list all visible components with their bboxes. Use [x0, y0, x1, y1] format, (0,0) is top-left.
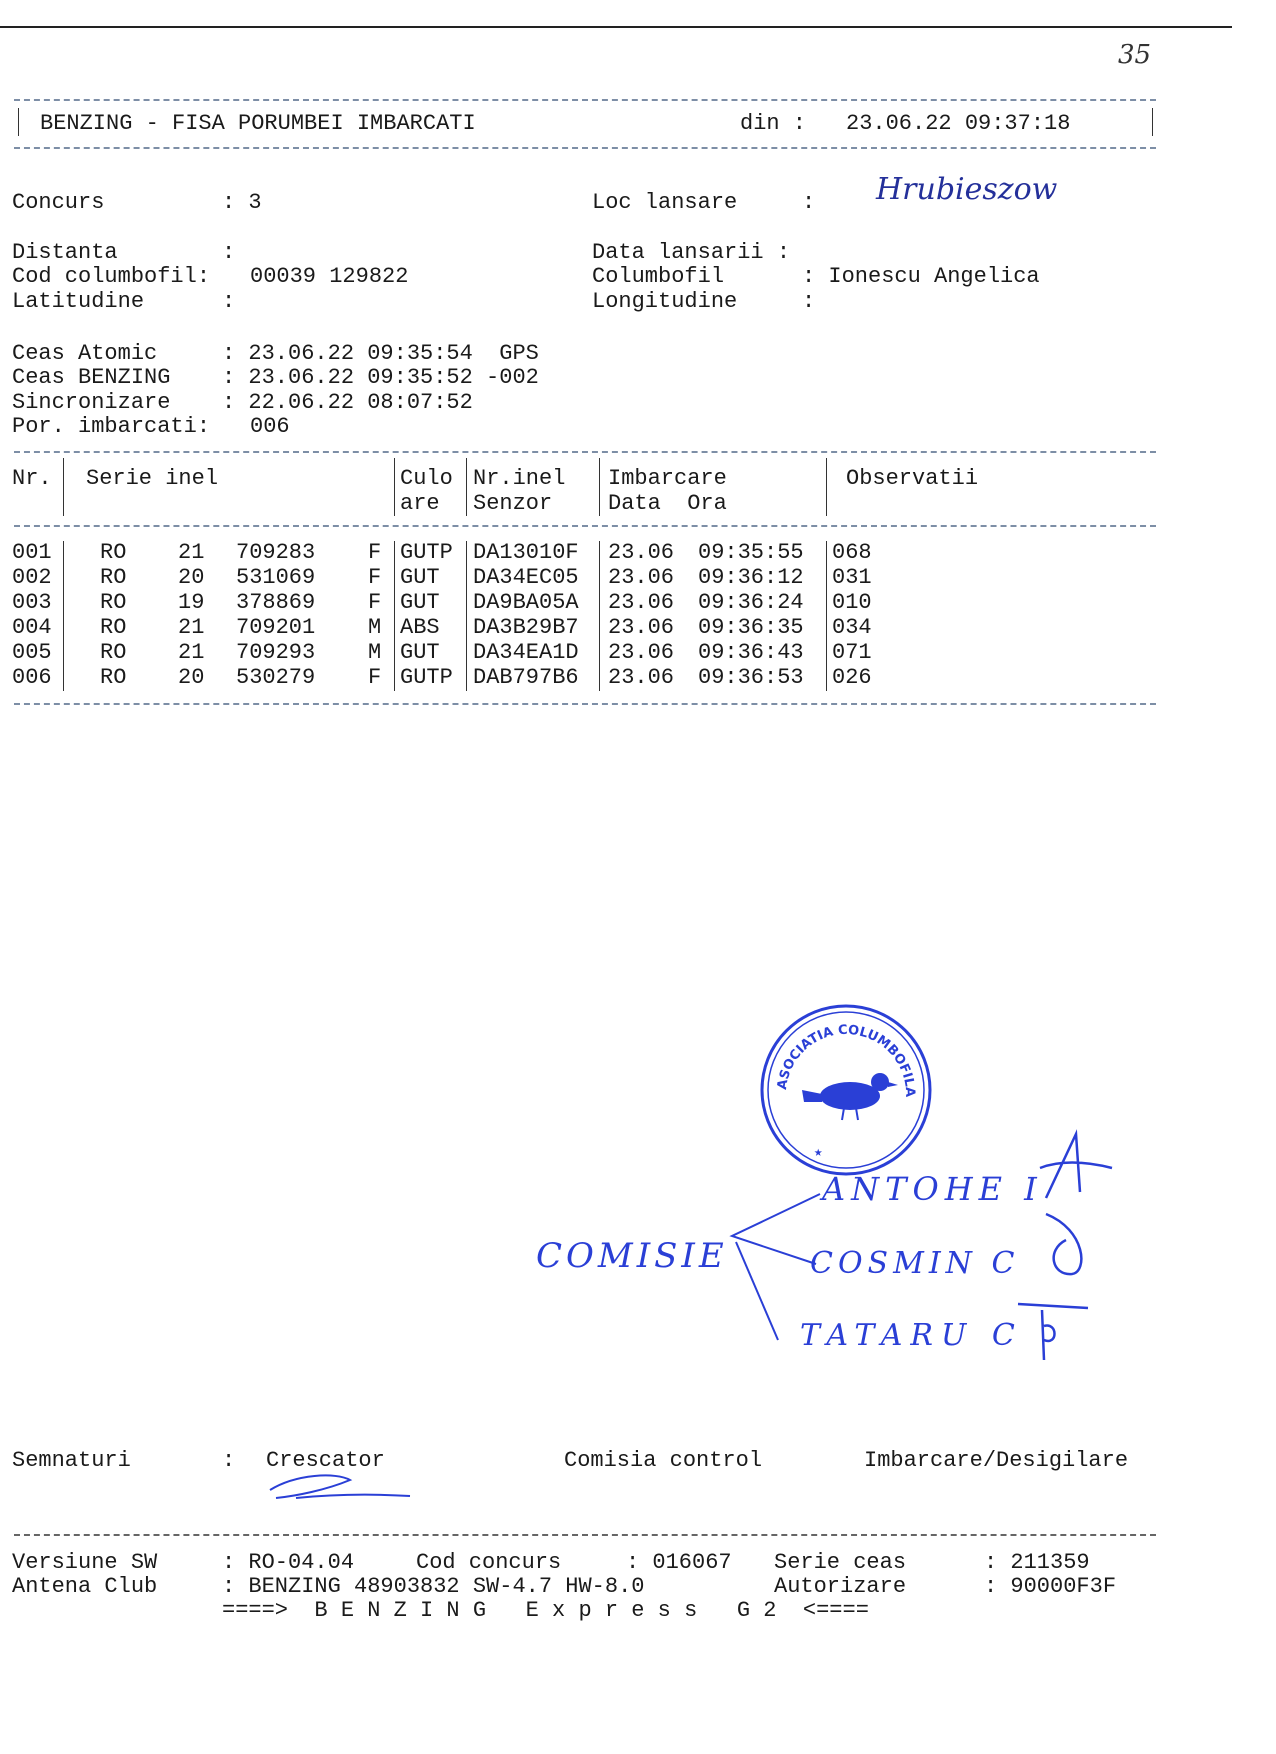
loc-lansare-handwritten: Hrubieszow — [876, 172, 1058, 207]
row-tara: RO — [100, 590, 127, 615]
sincronizare-value: : 22.06.22 08:07:52 — [222, 390, 473, 415]
row-tara: RO — [100, 615, 127, 640]
table-col-sep-2 — [394, 458, 395, 516]
row-col-sep-4 — [599, 566, 600, 591]
row-ora: 09:36:53 — [698, 665, 804, 690]
row-numar: 378869 — [236, 590, 316, 615]
row-col-sep-3 — [466, 666, 467, 691]
ceas-atomic-value: : 23.06.22 09:35:54 GPS — [222, 341, 539, 366]
row-col-sep-5 — [826, 666, 827, 691]
th-nr-inel: Nr.inel — [473, 466, 566, 491]
row-senzor: DA13010F — [473, 540, 579, 565]
row-nr: 005 — [12, 640, 52, 665]
sincronizare-label: Sincronizare — [12, 390, 171, 415]
cod-columbofil-label: Cod columbofil: — [12, 264, 211, 289]
row-data: 23.06 — [608, 640, 675, 665]
longitudine-label: Longitudine — [592, 289, 738, 314]
table-bottom-rule — [14, 703, 1156, 705]
row-an: 21 — [178, 615, 205, 640]
benzing-express-banner: ====> B E N Z I N G E x p r e s s G 2 <==== — [222, 1598, 869, 1623]
columbofil-label: Columbofil — [592, 264, 725, 289]
header-bottom-rule — [14, 147, 1156, 149]
th-imbarcare: Imbarcare — [608, 466, 727, 491]
longitudine-value: : — [802, 289, 816, 314]
row-an: 20 — [178, 565, 205, 590]
th-serie-inel: Serie inel — [86, 466, 219, 491]
header-title: BENZING - FISA PORUMBEI IMBARCATI — [40, 111, 476, 136]
row-col-sep-4 — [599, 641, 600, 666]
serie-ceas-value: : 211359 — [984, 1550, 1090, 1575]
row-col-sep-4 — [599, 616, 600, 641]
handwritten-member-3: TATARU C — [800, 1318, 1023, 1353]
row-culoare: GUT — [400, 590, 440, 615]
row-col-sep-1 — [63, 541, 64, 566]
row-col-sep-2 — [394, 641, 395, 666]
row-culoare: ABS — [400, 615, 440, 640]
row-culoare: GUT — [400, 640, 440, 665]
row-col-sep-1 — [63, 566, 64, 591]
header-datetime: 23.06.22 09:37:18 — [846, 111, 1071, 136]
porumbei-imbarcati-value: 006 — [250, 414, 290, 439]
row-senzor: DAB797B6 — [473, 665, 579, 690]
row-ora: 09:36:12 — [698, 565, 804, 590]
row-obs: 031 — [832, 565, 872, 590]
row-obs: 034 — [832, 615, 872, 640]
row-ora: 09:36:35 — [698, 615, 804, 640]
table-col-sep-1 — [63, 458, 64, 516]
row-senzor: DA34EC05 — [473, 565, 579, 590]
concurs-label: Concurs — [12, 190, 105, 215]
row-sex: M — [368, 615, 382, 640]
row-senzor: DA3B29B7 — [473, 615, 579, 640]
row-sex: F — [368, 540, 382, 565]
handwritten-comisie: COMISIE — [536, 1236, 728, 1276]
row-an: 21 — [178, 540, 205, 565]
row-culoare: GUTP — [400, 665, 453, 690]
row-obs: 068 — [832, 540, 872, 565]
row-nr: 006 — [12, 665, 52, 690]
row-sex: F — [368, 590, 382, 615]
distanta-value: : — [222, 240, 236, 265]
svg-text:★: ★ — [814, 1145, 823, 1161]
versiune-sw-value: : RO-04.04 — [222, 1550, 355, 1575]
row-numar: 709293 — [236, 640, 316, 665]
antena-club-value: : BENZING 48903832 SW-4.7 HW-8.0 — [222, 1574, 645, 1599]
signature-scribble-3 — [1014, 1296, 1094, 1366]
row-senzor: DA9BA05A — [473, 590, 579, 615]
antena-club-label: Antena Club — [12, 1574, 158, 1599]
row-col-sep-4 — [599, 541, 600, 566]
table-top-rule — [14, 451, 1156, 453]
signature-scribble-1 — [1036, 1128, 1116, 1208]
semnaturi-colon: : — [222, 1448, 236, 1473]
page-number: 35 — [1118, 40, 1152, 70]
autorizare-label: Autorizare — [774, 1574, 907, 1599]
ceas-atomic-label: Ceas Atomic — [12, 341, 158, 366]
header-right-bar — [1152, 108, 1153, 136]
row-obs: 071 — [832, 640, 872, 665]
row-numar: 530279 — [236, 665, 316, 690]
row-tara: RO — [100, 540, 127, 565]
row-col-sep-2 — [394, 566, 395, 591]
cod-concurs-label: Cod concurs — [416, 1550, 562, 1575]
row-nr: 001 — [12, 540, 52, 565]
loc-lansare-colon: : — [802, 190, 816, 215]
row-culoare: GUTP — [400, 540, 453, 565]
row-ora: 09:36:24 — [698, 590, 804, 615]
row-col-sep-4 — [599, 591, 600, 616]
serie-ceas-label: Serie ceas — [774, 1550, 907, 1575]
row-sex: F — [368, 665, 382, 690]
th-nr: Nr. — [12, 466, 52, 491]
row-col-sep-5 — [826, 616, 827, 641]
footer-rule — [14, 1534, 1156, 1536]
cod-columbofil-value: 00039 129822 — [250, 264, 409, 289]
versiune-sw-label: Versiune SW — [12, 1550, 158, 1575]
row-col-sep-3 — [466, 616, 467, 641]
table-col-sep-5 — [826, 458, 827, 516]
row-col-sep-4 — [599, 666, 600, 691]
semnatura-imbarcare: Imbarcare/Desigilare — [864, 1448, 1129, 1473]
th-senzor: Senzor — [473, 491, 553, 516]
loc-lansare-label: Loc lansare — [592, 190, 738, 215]
row-col-sep-5 — [826, 591, 827, 616]
handwritten-member-2: COSMIN C — [810, 1246, 1020, 1281]
header-top-rule — [14, 99, 1156, 101]
row-an: 19 — [178, 590, 205, 615]
row-tara: RO — [100, 565, 127, 590]
concurs-value: : 3 — [222, 190, 262, 215]
row-col-sep-1 — [63, 641, 64, 666]
th-are: are — [400, 491, 440, 516]
row-culoare: GUT — [400, 565, 440, 590]
row-col-sep-1 — [63, 616, 64, 641]
row-numar: 531069 — [236, 565, 316, 590]
autorizare-value: : 90000F3F — [984, 1574, 1117, 1599]
ceas-benzing-value: : 23.06.22 09:35:52 -002 — [222, 365, 539, 390]
row-col-sep-3 — [466, 541, 467, 566]
header-left-bar — [18, 108, 19, 136]
row-an: 21 — [178, 640, 205, 665]
row-obs: 010 — [832, 590, 872, 615]
table-header-rule — [14, 525, 1156, 527]
th-culo: Culo — [400, 466, 453, 491]
distanta-label: Distanta — [12, 240, 118, 265]
th-observatii: Observatii — [846, 466, 979, 491]
row-col-sep-3 — [466, 566, 467, 591]
handwritten-member-1: ANTOHE I — [822, 1170, 1043, 1208]
row-col-sep-2 — [394, 591, 395, 616]
row-tara: RO — [100, 640, 127, 665]
row-col-sep-2 — [394, 541, 395, 566]
porumbei-imbarcati-label: Por. imbarcati: — [12, 414, 211, 439]
row-an: 20 — [178, 665, 205, 690]
row-tara: RO — [100, 665, 127, 690]
semnatura-crescator: Crescator — [266, 1448, 385, 1473]
row-col-sep-1 — [63, 591, 64, 616]
top-border-line — [0, 26, 1232, 28]
row-data: 23.06 — [608, 665, 675, 690]
row-nr: 004 — [12, 615, 52, 640]
row-col-sep-3 — [466, 641, 467, 666]
row-col-sep-1 — [63, 666, 64, 691]
row-data: 23.06 — [608, 615, 675, 640]
row-ora: 09:36:43 — [698, 640, 804, 665]
row-col-sep-2 — [394, 666, 395, 691]
row-col-sep-5 — [826, 641, 827, 666]
table-col-sep-3 — [466, 458, 467, 516]
cod-concurs-value: : 016067 — [626, 1550, 732, 1575]
row-data: 23.06 — [608, 540, 675, 565]
commission-bracket-lines — [720, 1180, 840, 1350]
signature-scribble-2 — [1036, 1210, 1096, 1280]
row-data: 23.06 — [608, 590, 675, 615]
association-stamp — [758, 1002, 934, 1178]
row-nr: 003 — [12, 590, 52, 615]
row-obs: 026 — [832, 665, 872, 690]
ceas-benzing-label: Ceas BENZING — [12, 365, 171, 390]
row-nr: 002 — [12, 565, 52, 590]
row-senzor: DA34EA1D — [473, 640, 579, 665]
row-col-sep-5 — [826, 541, 827, 566]
semnaturi-label: Semnaturi — [12, 1448, 131, 1473]
row-numar: 709283 — [236, 540, 316, 565]
pigeon-icon — [802, 1073, 898, 1120]
row-col-sep-3 — [466, 591, 467, 616]
th-data-ora: Data Ora — [608, 491, 727, 516]
row-col-sep-2 — [394, 616, 395, 641]
row-col-sep-5 — [826, 566, 827, 591]
row-numar: 709201 — [236, 615, 316, 640]
stamp-text: ASOCIATIA COLUMBOFILA — [775, 1022, 918, 1098]
data-lansarii-label: Data lansarii : — [592, 240, 791, 265]
semnatura-comisia-control: Comisia control — [564, 1448, 763, 1473]
latitudine-label: Latitudine — [12, 289, 145, 314]
columbofil-value: : Ionescu Angelica — [802, 264, 1040, 289]
header-din-label: din : — [740, 111, 807, 136]
table-col-sep-4 — [599, 458, 600, 516]
latitudine-value: : — [222, 289, 236, 314]
row-ora: 09:35:55 — [698, 540, 804, 565]
row-data: 23.06 — [608, 565, 675, 590]
crescator-signature — [266, 1470, 416, 1504]
row-sex: M — [368, 640, 382, 665]
row-sex: F — [368, 565, 382, 590]
